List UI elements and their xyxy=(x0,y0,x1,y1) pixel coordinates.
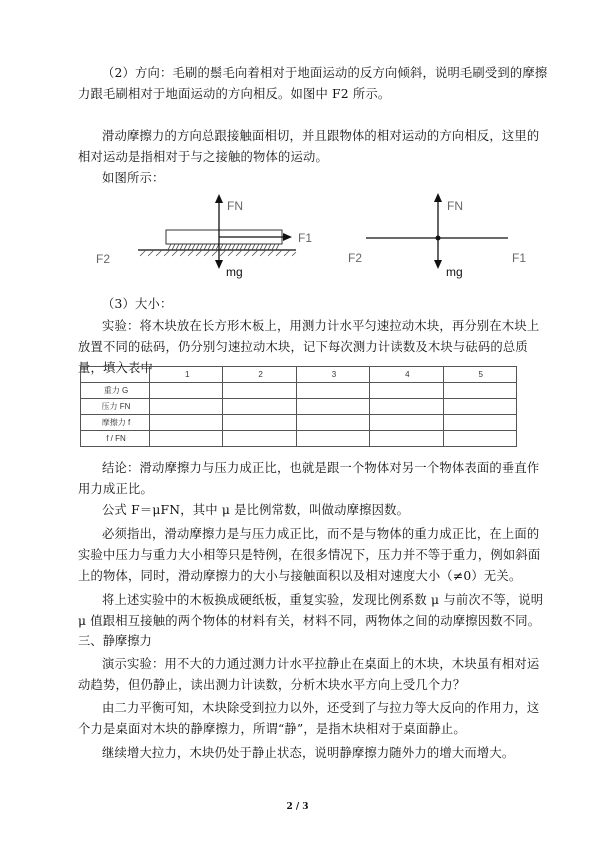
page-number: 2 / 3 xyxy=(286,802,309,812)
table-header-cell xyxy=(81,367,150,383)
paragraph-note: 必须指出，滑动摩擦力是与压力成正比，而不是与物体的重力成正比，在上面的实验中压力与重力大小相等只是特例，在很多情况下，压力并不等于重力，例如斜面上的物体，同时，滑动摩擦力的大小与接触面积以及相对速度大小（≠0）无关。 xyxy=(78,527,541,583)
origin-point xyxy=(436,236,441,241)
paragraph-formula: 公式 F＝μFN，其中 μ 是比例常数，叫做动摩擦因数。 xyxy=(102,503,410,517)
paragraph-experiment: 实验：将木块放在长方形木板上，用测力计水平匀速拉动木块，再分别在木块上放置不同的砝码，仍分别匀速拉动木块，记下每次测力计读数及木块与砝码的总质量，填入表中 xyxy=(78,319,540,375)
force-diagram xyxy=(0,180,595,300)
paragraph-conclusion: 结论：滑动摩擦力与压力成正比，也就是跟一个物体对另一个物体表面的垂直作用力成正比。 xyxy=(78,461,540,496)
label-f2-right: F2 xyxy=(348,251,363,265)
table-header-row xyxy=(81,367,517,383)
label-f1: F1 xyxy=(298,231,313,245)
table-cell xyxy=(150,415,223,431)
paragraph-sliding-direction: 滑动摩擦力的方向总跟接触面相切，并且跟物体的相对运动的方向相反，这里的相对运动是指相对于与之接触的物体的运动。 xyxy=(78,129,540,164)
table-cell xyxy=(296,399,369,415)
table-row xyxy=(81,415,517,431)
table-cell xyxy=(443,399,516,415)
table-cell xyxy=(370,399,443,415)
arrow-mg xyxy=(434,260,442,269)
label-fn: FN xyxy=(227,199,243,213)
table-row xyxy=(81,431,517,447)
table-header-cell: 4 xyxy=(370,367,443,383)
force-fn-arrow xyxy=(215,194,223,237)
brush-bristles xyxy=(166,244,282,250)
label-f2: F2 xyxy=(96,252,111,266)
table-header-cell: 3 xyxy=(296,367,369,383)
paragraph-equilibrium: 由二力平衡可知，木块除受到拉力以外，还受到了与拉力等大反向的作用力，这个力是桌面对木块的静摩擦力，所谓“静”，是指木块相对于桌面静止。 xyxy=(78,701,540,736)
table-row xyxy=(81,383,517,399)
table-row-label: 重力 G xyxy=(81,383,150,399)
force-f2-label-group xyxy=(96,199,312,279)
paragraph-increase: 继续增大拉力，木块仍处于静止状态，说明静摩擦力随外力的增大而增大。 xyxy=(102,746,515,760)
table-cell xyxy=(296,415,369,431)
table-cell xyxy=(296,431,369,447)
force-diagram-right xyxy=(348,193,526,279)
table-cell xyxy=(223,399,296,415)
table-cell xyxy=(150,399,223,415)
ground-hatch xyxy=(138,250,296,256)
label-mg: mg xyxy=(226,265,243,279)
table-cell xyxy=(150,383,223,399)
paragraph-material: 将上述实验中的木板换成硬纸板，重复实验，发现比例系数 μ 与前次不等，说明 μ 值跟相互接触的两个物体的材料有关，材料不同，两物体之间的动摩擦因数不同。 xyxy=(78,593,544,628)
paragraph-as-shown: 如图所示： xyxy=(102,171,165,185)
label-mg-right: mg xyxy=(446,265,463,279)
table-cell xyxy=(150,431,223,447)
force-mg-arrow xyxy=(215,237,223,269)
data-table xyxy=(80,366,517,447)
table-cell xyxy=(296,383,369,399)
table-header-cell: 1 xyxy=(150,367,223,383)
table-cell xyxy=(370,431,443,447)
table-header-cell: 5 xyxy=(443,367,516,383)
table-row-label: 压力 FN xyxy=(81,399,150,415)
force-f1-arrow xyxy=(219,233,292,241)
table-cell xyxy=(370,415,443,431)
table-cell xyxy=(443,415,516,431)
label-fn-right: FN xyxy=(447,199,463,213)
table-cell xyxy=(223,415,296,431)
table-cell xyxy=(443,431,516,447)
label-f1-right: F1 xyxy=(512,251,527,265)
table-cell xyxy=(223,431,296,447)
table-cell xyxy=(443,383,516,399)
table-row-label: f / FN xyxy=(81,431,150,447)
table-row-label: 摩擦力 f xyxy=(81,415,150,431)
arrow-fn xyxy=(434,193,442,202)
table-header-cell: 2 xyxy=(223,367,296,383)
force-diagram-left xyxy=(96,194,312,279)
table-row xyxy=(81,399,517,415)
table-cell xyxy=(223,383,296,399)
table-cell xyxy=(370,383,443,399)
paragraph-direction: （2）方向：毛刷的鬃毛向着相对于地面运动的反方向倾斜，说明毛刷受到的摩擦力跟毛刷相对于地面运动的方向相反。如图中 F2 所示。 xyxy=(78,66,548,101)
paragraph-size-heading: （3）大小： xyxy=(102,297,173,311)
section-heading-static-friction: 三、静摩擦力 xyxy=(78,634,152,648)
paragraph-demo: 演示实验：用不大的力通过测力计水平拉静止在桌面上的木块，木块虽有相对运动趋势，但仍静止，读出测力计读数，分析木块水平方向上受几个力？ xyxy=(78,657,540,692)
